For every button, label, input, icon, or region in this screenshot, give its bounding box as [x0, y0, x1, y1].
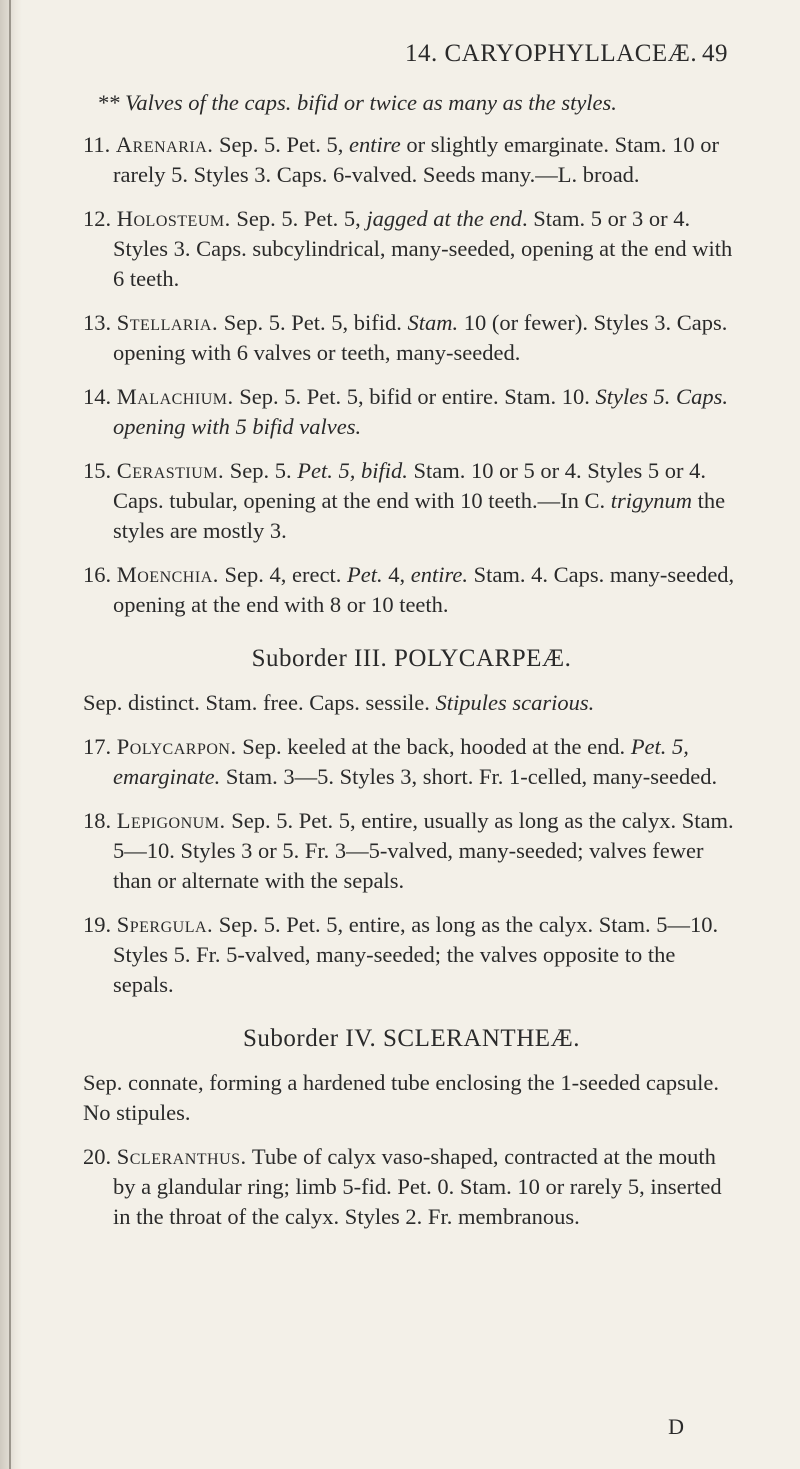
genus-lead [83, 808, 226, 833]
genus-number: 17. [83, 734, 117, 759]
italic-phrase: jagged at the end [366, 206, 522, 231]
genus-lead [83, 1144, 247, 1169]
genus-name: Lepigonum. [116, 808, 226, 833]
genus-name: Moenchia. [116, 562, 219, 587]
genus-name: Malachium. [116, 384, 234, 409]
genus-number: 14. [83, 384, 117, 409]
genus-entry [83, 308, 740, 368]
genus-entry [83, 382, 740, 442]
genus-lead [83, 132, 213, 157]
italic-phrase: Pet. 5, emarginate. [113, 734, 689, 789]
suborder-description-iv: Sep. connate, forming a hardened tube enclosing the 1-seeded capsule. No stipules. [83, 1070, 720, 1125]
genus-list-b [83, 732, 740, 1000]
italic-phrase: entire. [410, 562, 468, 587]
genus-number: 12. [83, 206, 117, 231]
genus-description: Sep. 5. Pet. 5, bifid. Stam. 10 (or fewer). Styles 3. Caps. opening with 6 valves or teeth, many-seeded. [113, 310, 728, 365]
italic-phrase: Stam. [407, 310, 459, 335]
genus-number: 19. [83, 912, 117, 937]
genus-number: 16. [83, 562, 117, 587]
genus-entry [83, 910, 740, 1000]
italic-phrase: Pet. [346, 562, 383, 587]
genus-list-c [83, 1142, 740, 1232]
genus-description: Sep. 5. Pet. 5, bifid. Stam. 10 or 5 or 4. Styles 5 or 4. Caps. tubular, opening at the end with 10 teeth.—In C. trigynum the styles are mostly 3. [113, 458, 726, 543]
suborder-description-iii-text: Sep. distinct. Stam. free. Caps. sessile. Stipules scarious. [83, 690, 595, 715]
italic-phrase: Styles 5. Caps. opening with 5 bifid valves. [113, 384, 728, 439]
genus-entry [83, 130, 740, 190]
suborder-heading-iii: Suborder III. POLYCARPEÆ. [251, 645, 572, 672]
genus-description: Tube of calyx vaso-shaped, contracted at the mouth by a glandular ring; limb 5-fid. Pet. 0. Stam. 10 or rarely 5, inserted in the throat of the calyx. Styles 2. Fr. membranous. [113, 1144, 722, 1229]
italic-phrase: trigynum [610, 488, 693, 513]
genus-name: Stellaria. [116, 310, 219, 335]
signature-mark: D [668, 1414, 684, 1439]
genus-name: Holosteum. [116, 206, 231, 231]
page-edge-rule [9, 0, 11, 1469]
genus-lead [83, 206, 231, 231]
genus-entry [83, 204, 740, 294]
key-intro: ** Valves of the caps. bifid or twice as many as the styles. [97, 90, 617, 115]
genus-lead [83, 310, 218, 335]
genus-number: 15. [83, 458, 117, 483]
genus-entry [83, 456, 740, 546]
genus-name: Spergula. [116, 912, 214, 937]
genus-lead [83, 912, 213, 937]
genus-description: Sep. 4, erect. Pet. 4, entire. Stam. 4. Caps. many-seeded, opening at the end with 8 or 10 teeth. [113, 562, 735, 617]
italic-phrase: Stipules scarious. [435, 690, 595, 715]
genus-description: Sep. 5. Pet. 5, jagged at the end. Stam. 5 or 3 or 4. Styles 3. Caps. subcylindrical, many-seeded, opening at the end with 6 teeth. [113, 206, 733, 291]
genus-description: Sep. 5. Pet. 5, entire or slightly emarginate. Stam. 10 or rarely 5. Styles 3. Caps. 6-valved. Seeds many.—L. broad. [113, 132, 719, 187]
genus-name: Scleranthus. [116, 1144, 247, 1169]
genus-entry [83, 732, 740, 792]
genus-description: Sep. 5. Pet. 5, entire, as long as the calyx. Stam. 5—10. Styles 5. Fr. 5-valved, many-seeded; the valves opposite to the sepals. [113, 912, 719, 997]
genus-description: Sep. 5. Pet. 5, entire, usually as long as the calyx. Stam. 5—10. Styles 3 or 5. Fr. 3—5-valved, many-seeded; valves fewer than or alternate with the sepals. [113, 808, 734, 893]
binding-shadow [0, 0, 22, 1469]
page-body [83, 88, 740, 1246]
genus-entry [83, 560, 740, 620]
genus-description: Sep. keeled at the back, hooded at the end. Pet. 5, emarginate. Stam. 3—5. Styles 3, short. Fr. 1-celled, many-seeded. [113, 734, 718, 789]
genus-lead [83, 384, 234, 409]
suborder-heading-iv: Suborder IV. SCLERANTHEÆ. [242, 1025, 581, 1052]
page-number: 49 [702, 40, 728, 67]
genus-entry [83, 806, 740, 896]
genus-number: 20. [83, 1144, 117, 1169]
genus-number: 18. [83, 808, 117, 833]
genus-entry [83, 1142, 740, 1232]
genus-list-a [83, 130, 740, 620]
italic-phrase: Pet. 5, bifid. [297, 458, 408, 483]
genus-number: 13. [83, 310, 117, 335]
genus-lead [83, 734, 237, 759]
genus-lead [83, 562, 219, 587]
page-header [100, 40, 728, 80]
genus-description: Sep. 5. Pet. 5, bifid or entire. Stam. 10. Styles 5. Caps. opening with 5 bifid valves. [113, 384, 728, 439]
genus-number: 11. [83, 132, 116, 157]
italic-phrase: entire [349, 132, 401, 157]
genus-lead [83, 458, 224, 483]
running-head: 14. CARYOPHYLLACEÆ. [405, 40, 698, 67]
genus-name: Cerastium. [116, 458, 225, 483]
genus-name: Polycarpon. [116, 734, 237, 759]
genus-name: Arenaria. [115, 132, 214, 157]
suborder-description-iii [83, 688, 740, 718]
